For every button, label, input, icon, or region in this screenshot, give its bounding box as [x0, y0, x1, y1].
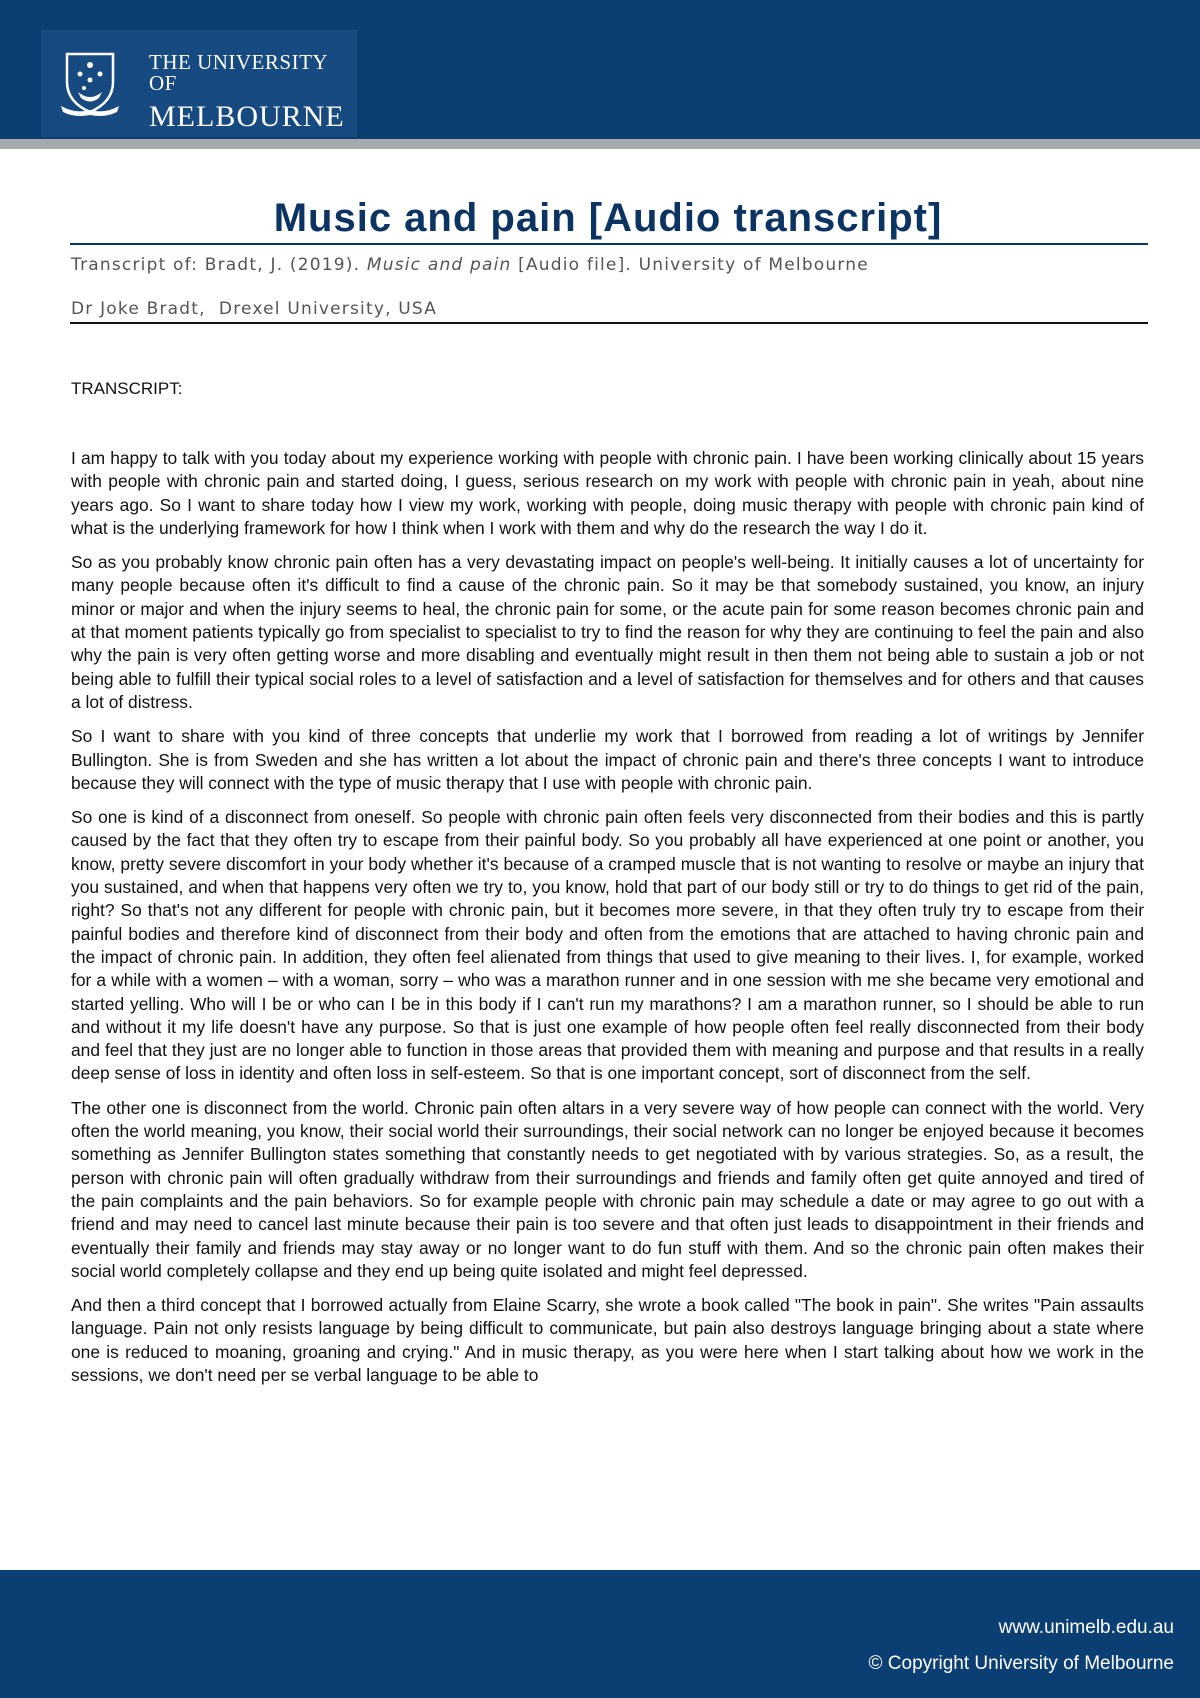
- header-divider: [0, 139, 1200, 149]
- citation-line: [71, 253, 1147, 277]
- footer-band: [0, 1570, 1200, 1698]
- university-logo[interactable]: [41, 30, 357, 137]
- transcript-paragraph: So as you probably know chronic pain often has a very devastating impact on people's well-being. It initially causes a lot of uncertainty for many people because often it's difficult to find a cause of the chronic pain. So it may be that somebody sustained, you know, an injury minor or major and when the injury seems to heal, the chronic pain for some, or the acute pain for some reason becomes chronic pain and at that moment patients typically go from specialist to specialist to try to find the reason for why they are continuing to feel the pain and also why the pain is very often getting worse and more disabling and eventually might result in then them not being able to sustain a job or not being able to fulfill their typical social roles to a level of satisfaction and a level of satisfaction for themselves and for others and that causes a lot of distress.: [71, 552, 1144, 712]
- transcript-paragraph: So one is kind of a disconnect from oneself. So people with chronic pain often feels very disconnected from their bodies and this is partly caused by the fact that they often try to escape from their painful body. So you probably all have experienced at one point or another, you know, pretty severe discomfort in your body whether it's because of a cramped muscle that is not wanting to resolve or maybe an injury that you sustained, and when that happens very often we try to, you know, hold that part of our body still or try to do things to get rid of the pain, right? So that's not any different for people with chronic pain, but it becomes more severe, in that they often truly try to escape from their painful bodies and therefore kind of disconnect from their body and often from the emotions that are attached to having chronic pain and the impact of chronic pain. In addition, they often feel alienated from things that used to give meaning to their lives. I, for example, worked for a while with a women – with a woman, sorry – who was a marathon runner and in one session with me she became very emotional and started yelling. Who will I be or who can I be in this body if I can't run my marathons? I am a marathon runner, so I should be able to run and without it my life doesn't have any purpose. So that is just one example of how people often feel really disconnected from their body and feel that they just are no longer able to function in those areas that provided them with meaning and purpose and that results in a really deep sense of loss in identity and often loss in self-esteem. So that is one important concept, sort of disconnect from the self.: [71, 807, 1144, 1084]
- footer-website-link[interactable]: www.unimelb.edu.au: [998, 1617, 1174, 1638]
- footer-copyright: © Copyright University of Melbourne: [868, 1653, 1174, 1674]
- author-divider: [70, 322, 1148, 324]
- transcript-paragraph: So I want to share with you kind of three concepts that underlie my work that I borrowed from reading a lot of writings by Jennifer Bullington. She is from Sweden and she has written a lot about the impact of chronic pain and there's three concepts I want to introduce because they will connect with the type of music therapy that I use with people with chronic pain.: [71, 726, 1144, 793]
- transcript-paragraph: The other one is disconnect from the world. Chronic pain often altars in a very severe way of how people can connect with the world. Very often the world meaning, you know, their social world their surroundings, their social network can no longer be enjoyed because it becomes something as Jennifer Bullington states something that constantly needs to get negotiated with by various strategies. So, as a result, the person with chronic pain will often gradually withdraw from their surroundings and friends and family often get quite annoyed and tired of the pain complaints and the pain behaviors. So for example people with chronic pain may schedule a date or may agree to go out with a friend and may need to cancel last minute because their pain is too severe and that often just leads to disappointment in their friends and eventually their family and friends may stay away or no longer want to do fun stuff with them. And so the chronic pain often makes their social world completely collapse and they end up being quite isolated and might feel depressed.: [71, 1097, 1144, 1281]
- citation-work-title: Music and pain: [366, 255, 512, 275]
- page-title: Music and pain [Audio transcript]: [273, 196, 943, 240]
- logo-line1: THE UNIVERSITY OF: [149, 50, 328, 95]
- transcript-label: TRANSCRIPT:: [71, 379, 183, 398]
- title-divider: [70, 243, 1148, 245]
- university-crest-icon: [59, 48, 121, 118]
- header-band: [0, 0, 1200, 139]
- transcript-paragraph: I am happy to talk with you today about my experience working with people with chronic pain. I have been working clinically about 15 years with people with chronic pain and started doing, I guess, serious research on my work with people with chronic pain in yeah, about nine years ago. So I want to share today how I view my work, working with people, doing music therapy with people with chronic pain kind of what is the underlying framework for how I think when I work with them and why do the research the way I do it.: [71, 448, 1144, 538]
- logo-line2: MELBOURNE: [149, 100, 345, 133]
- logo-wordmark: [149, 52, 357, 132]
- author-line: Dr Joke Bradt, Drexel University, USA: [71, 299, 438, 319]
- citation-suffix: [Audio file]. University of Melbourne: [511, 255, 869, 275]
- citation-prefix: Transcript of: Bradt, J. (2019).: [71, 255, 367, 275]
- transcript-paragraph: And then a third concept that I borrowed actually from Elaine Scarry, she wrote a book called "The book in pain". She writes "Pain assaults language. Pain not only resists language by being difficult to communicate, but pain also destroys language bringing about a state where one is reduced to moaning, groaning and crying." And in music therapy, as you were here when I start talking about how we work in the sessions, we don't need per se verbal language to be able to: [71, 1295, 1144, 1385]
- transcript-body: [71, 447, 1144, 1398]
